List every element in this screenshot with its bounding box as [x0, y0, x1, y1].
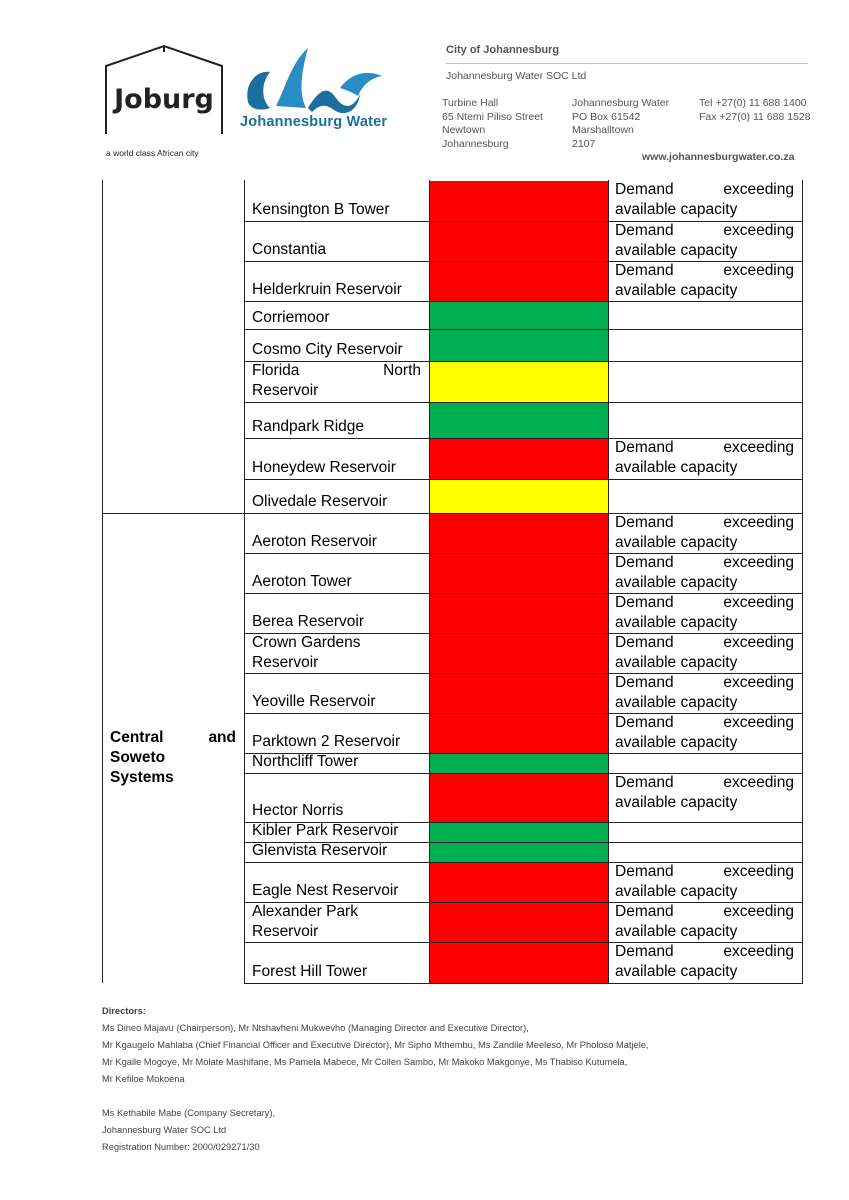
table-grid-line	[244, 180, 245, 983]
status-indicator-yellow	[430, 480, 608, 513]
street-address	[442, 97, 543, 151]
table-row-name: Kibler Park Reservoir	[252, 822, 399, 839]
status-indicator-red	[430, 863, 608, 902]
directors-line: Mr Kgaugelo Mahlaba (Chief Financial Officer and Executive Director), Mr Sipho Mthembu, Ms Zandile Meeleso, Mr Pholoso Matjele,	[102, 1040, 649, 1050]
table-grid-line	[244, 261, 803, 262]
directors-line: Ms Dineo Majavu (Chairperson), Mr Ntshavheni Mukwevho (Managing Director and Executive Director),	[102, 1023, 529, 1033]
reservoir-status-table	[102, 180, 802, 983]
joburg-logo-text: Joburg	[114, 84, 214, 115]
table-row-name: Corriemoor	[252, 309, 330, 326]
table-row-remark	[608, 301, 802, 329]
johannesburg-water-logo-text: Johannesburg Water	[240, 114, 388, 130]
joburg-logo	[104, 44, 224, 136]
city-name: City of Johannesburg	[446, 44, 560, 56]
directors-heading: Directors:	[102, 1006, 146, 1016]
footer-company: Johannesburg Water SOC Ltd	[102, 1125, 227, 1135]
status-indicator-green	[430, 754, 608, 773]
table-grid-line	[244, 713, 803, 714]
table-row-remark	[608, 361, 802, 402]
table-grid-line	[244, 593, 803, 594]
table-row-name: Kensington B Tower	[252, 201, 390, 218]
table-grid-line	[102, 180, 103, 983]
address-line: 2107	[572, 137, 596, 150]
table-row-name: Yeoville Reservoir	[252, 693, 376, 710]
contact-numbers	[699, 97, 811, 124]
table-row-remark: Demand exceeding available capacity	[615, 181, 794, 218]
status-indicator-red	[430, 222, 608, 261]
system-label: Central and Soweto Systems	[110, 729, 236, 786]
table-grid-line	[244, 553, 803, 554]
table-row-remark: Demand exceeding available capacity	[615, 863, 794, 900]
table-grid-line	[244, 983, 803, 984]
directors-line: Mr Kgaile Mogoye, Mr Molate Mashifane, Ms Pamela Mabece, Mr Collen Sambo, Mr Makoko Makgonye, Ms Thabiso Kutumela,	[102, 1057, 628, 1067]
table-row-remark: Demand exceeding available capacity	[615, 554, 794, 591]
table-grid-line	[244, 753, 803, 754]
status-indicator-red	[430, 634, 608, 673]
status-indicator-red	[430, 714, 608, 753]
address-line: PO Box 61542	[572, 110, 641, 123]
table-row-name: Glenvista Reservoir	[252, 842, 388, 859]
status-indicator-green	[430, 823, 608, 842]
table-row-remark	[608, 753, 802, 773]
registration-number: Registration Number: 2000/029271/30	[102, 1142, 260, 1152]
table-row-remark: Demand exceeding available capacity	[615, 262, 794, 299]
status-indicator-red	[430, 594, 608, 633]
table-row-name: Aeroton Tower	[252, 573, 352, 590]
table-grid-line	[244, 361, 803, 362]
company-name: Johannesburg Water SOC Ltd	[446, 70, 587, 82]
header-divider	[446, 63, 808, 64]
table-row-remark: Demand exceeding available capacity	[615, 439, 794, 476]
table-grid-line	[429, 180, 430, 983]
table-row-name: Cosmo City Reservoir	[252, 341, 403, 358]
table-row-name: Helderkruin Reservoir	[252, 281, 402, 298]
table-grid-line	[608, 180, 609, 983]
table-row-name: Aeroton Reservoir	[252, 533, 377, 550]
address-line: Turbine Hall	[442, 97, 499, 109]
status-indicator-red	[430, 439, 608, 479]
table-grid-line	[244, 221, 803, 222]
status-indicator-red	[430, 514, 608, 553]
table-row-name: Honeydew Reservoir	[252, 459, 396, 476]
status-indicator-red	[430, 181, 608, 221]
table-row-remark: Demand exceeding available capacity	[615, 943, 794, 980]
directors-line: Mr Kefiloe Mokoena	[102, 1074, 185, 1084]
address-line: Marshalltown	[572, 124, 634, 136]
table-grid-line	[244, 438, 803, 439]
fax: Fax +27(0) 11 688 1528	[699, 110, 811, 123]
status-indicator-red	[430, 943, 608, 983]
table-row-remark	[608, 479, 802, 513]
status-indicator-yellow	[430, 362, 608, 402]
status-indicator-red	[430, 774, 608, 822]
company-secretary: Ms Kethabile Mabe (Company Secretary),	[102, 1108, 276, 1118]
table-grid-line	[244, 633, 803, 634]
table-row-remark: Demand exceeding available capacity	[615, 634, 794, 671]
table-grid-line	[244, 862, 803, 863]
table-grid-line	[244, 513, 803, 514]
table-grid-line	[802, 180, 803, 983]
address-line: Johannesburg	[442, 137, 509, 150]
status-indicator-green	[430, 330, 608, 361]
table-grid-line	[244, 842, 803, 843]
table-row-remark: Demand exceeding available capacity	[615, 774, 794, 811]
status-indicator-green	[430, 843, 608, 862]
table-grid-line	[244, 479, 803, 480]
status-indicator-red	[430, 903, 608, 942]
table-grid-line	[244, 301, 803, 302]
table-row-remark: Demand exceeding available capacity	[615, 594, 794, 631]
table-row-name: Parktown 2 Reservoir	[252, 733, 401, 750]
table-row-name: Alexander Park Reservoir	[252, 903, 358, 940]
table-row-remark: Demand exceeding available capacity	[615, 222, 794, 259]
website-link[interactable]: www.johannesburgwater.co.za	[642, 151, 795, 163]
table-row-name: Northcliff Tower	[252, 753, 359, 770]
status-indicator-green	[430, 403, 608, 438]
status-indicator-red	[430, 554, 608, 593]
table-row-remark	[608, 822, 802, 842]
table-row-name: Crown Gardens Reservoir	[252, 634, 361, 671]
table-grid-line	[244, 329, 803, 330]
status-indicator-green	[430, 302, 608, 329]
address-line: 65 Ntemi Piliso Street	[442, 110, 543, 123]
table-row-remark: Demand exceeding available capacity	[615, 514, 794, 551]
table-grid-line	[244, 902, 803, 903]
table-row-remark	[608, 402, 802, 438]
table-row-name: Eagle Nest Reservoir	[252, 882, 399, 899]
status-indicator-red	[430, 674, 608, 713]
address-line: Johannesburg Water	[572, 97, 670, 109]
table-grid-line	[244, 942, 803, 943]
table-row-remark: Demand exceeding available capacity	[615, 714, 794, 751]
address-line: Newtown	[442, 124, 486, 136]
table-row-name: Berea Reservoir	[252, 613, 364, 630]
table-row-remark: Demand exceeding available capacity	[615, 903, 794, 940]
table-row-name: Randpark Ridge	[252, 418, 365, 435]
table-grid-line	[244, 673, 803, 674]
phone: Tel +27(0) 11 688 1400	[699, 97, 807, 109]
table-row-remark: Demand exceeding available capacity	[615, 674, 794, 711]
table-grid-line	[244, 822, 803, 823]
table-row-name: Hector Norris	[252, 802, 344, 819]
table-grid-line	[244, 773, 803, 774]
postal-address	[572, 97, 669, 151]
table-row-name: Florida North Reservoir	[252, 362, 421, 399]
table-row-name: Constantia	[252, 241, 327, 258]
table-grid-line	[102, 513, 244, 514]
status-indicator-red	[430, 262, 608, 301]
table-row-remark	[608, 329, 802, 361]
table-row-remark	[608, 842, 802, 862]
table-grid-line	[244, 402, 803, 403]
tagline: a world class African city	[106, 148, 199, 158]
table-row-name: Olivedale Reservoir	[252, 493, 388, 510]
table-row-name: Forest Hill Tower	[252, 963, 368, 980]
